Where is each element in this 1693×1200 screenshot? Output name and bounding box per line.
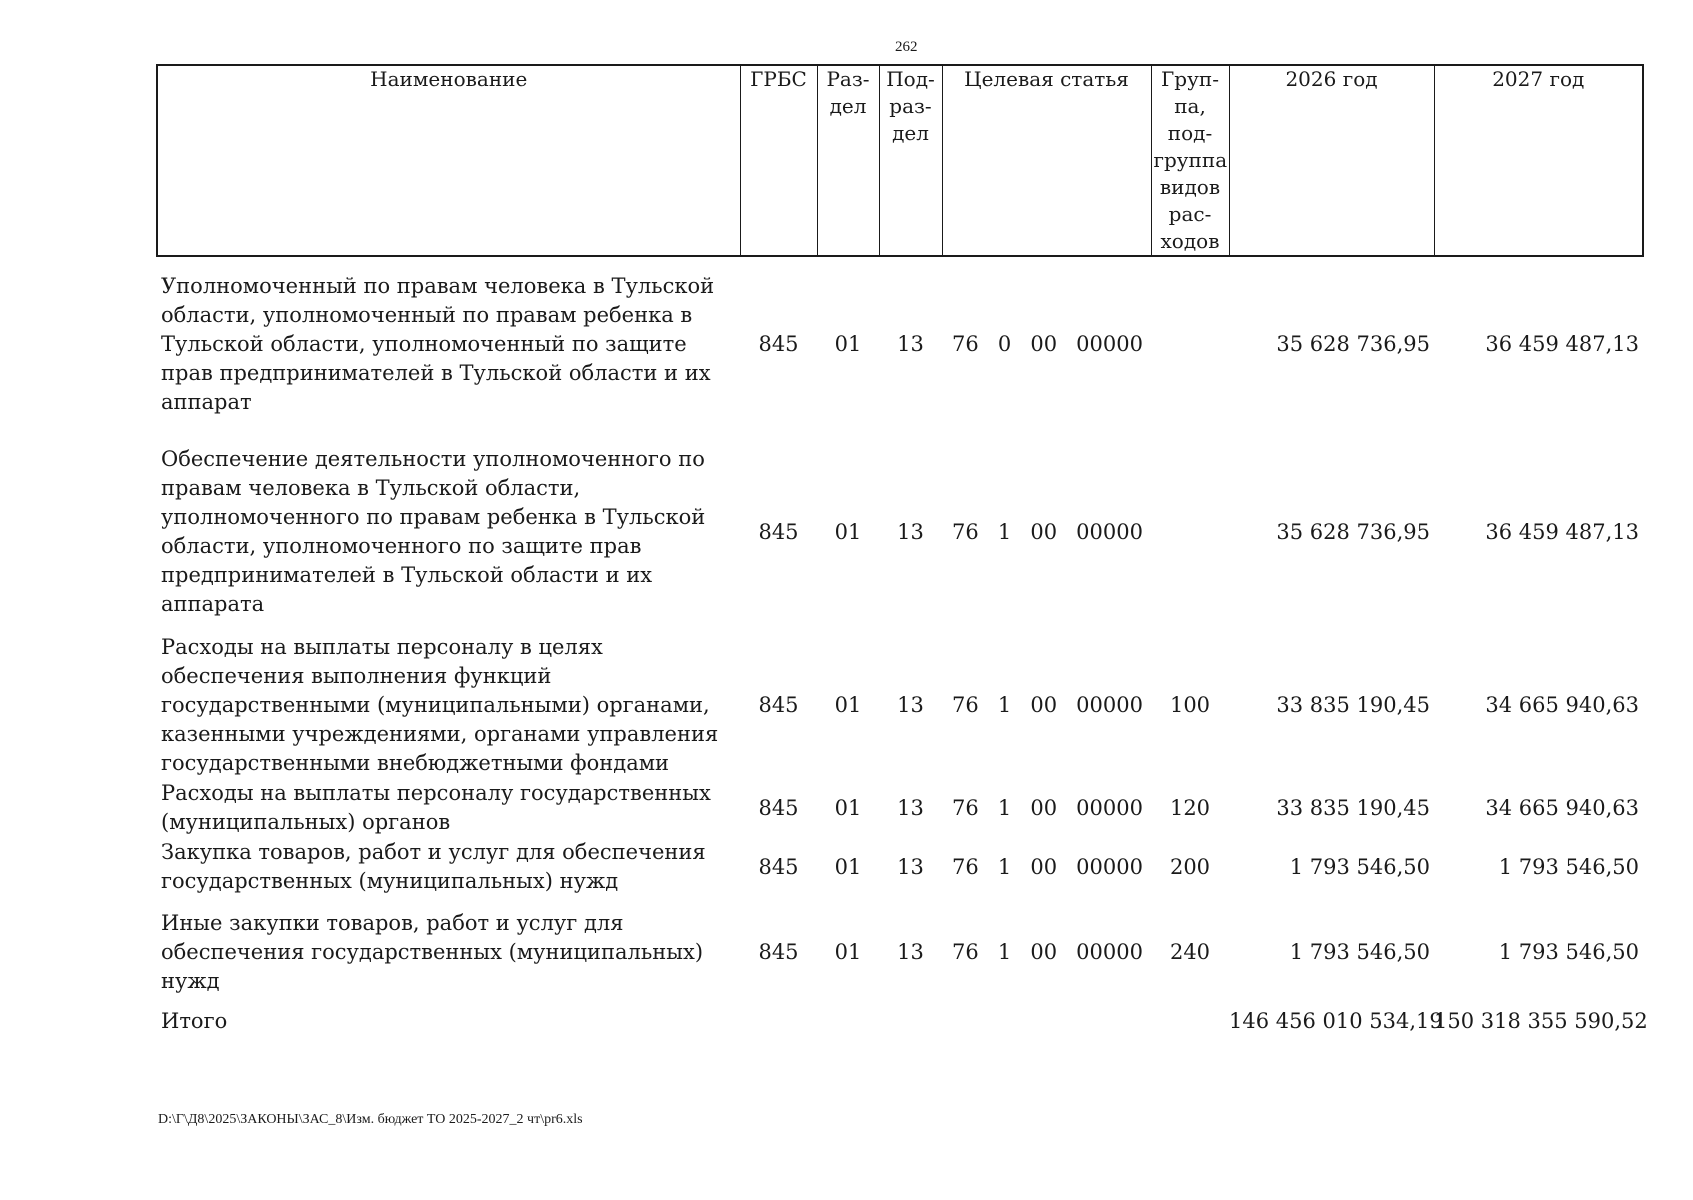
row-razdel: 01	[834, 854, 862, 879]
table-row	[157, 272, 1643, 417]
row-razdel: 01	[834, 332, 862, 356]
row-podrazdel: 13	[897, 854, 924, 879]
row-name: Уполномоченный по правам человека в Тульской области, уполномоченный по правам ребенка в Тульской области, уполномоченный по защите прав предпринимателей в Тульской области и их аппарат	[161, 274, 715, 414]
row-name: Иные закупки товаров, работ и услуг для обеспечения государственных (муниципальных) нужд	[161, 911, 704, 993]
header-grbs: ГРБС	[740, 65, 817, 256]
target-subprogram: 1	[997, 519, 1012, 544]
row-grbs: 845	[758, 854, 799, 879]
row-value-2027: 1 793 546,50	[1498, 854, 1639, 879]
row-value-2027: 36 459 487,13	[1485, 332, 1639, 356]
target-direction: 00000	[1076, 692, 1143, 717]
row-target	[942, 445, 1151, 619]
target-direction: 00000	[1076, 854, 1143, 879]
row-value-2027: 34 665 940,63	[1485, 692, 1639, 717]
row-name: Расходы на выплаты персоналу государственных (муниципальных) органов	[161, 781, 711, 834]
row-grbs: 845	[758, 940, 799, 964]
row-podrazdel: 13	[897, 332, 924, 356]
row-value-2026: 33 835 190,45	[1276, 795, 1430, 820]
row-group: 120	[1169, 795, 1211, 820]
target-program: 76	[952, 519, 979, 544]
budget-table	[156, 64, 1648, 1038]
row-name: Обеспечение деятельности уполномоченного по правам человека в Тульской области, уполномоченного по правам ребенка в Тульской области, уполномоченного по защите прав предпринимателей в Тульской области и их аппарата	[161, 447, 706, 616]
page-number: 262	[895, 39, 918, 55]
header-podrazdel	[879, 65, 942, 256]
row-target	[942, 631, 1151, 779]
row-value-2027: 36 459 487,13	[1485, 519, 1639, 544]
header-group-line: Груп-	[1161, 67, 1219, 91]
header-group-line: ходов	[1160, 229, 1220, 253]
row-value-2026: 33 835 190,45	[1276, 692, 1430, 717]
target-event: 00	[1030, 692, 1058, 717]
table-row	[157, 837, 1643, 897]
row-name: Закупка товаров, работ и услуг для обеспечения государственных (муниципальных) нужд	[161, 840, 706, 893]
target-event: 00	[1030, 854, 1058, 879]
target-program: 76	[952, 332, 979, 356]
header-group-line: группа	[1153, 148, 1228, 172]
table-row	[157, 631, 1643, 779]
header-podrazdel-line: Под-	[886, 67, 935, 91]
table-row	[157, 909, 1643, 996]
row-razdel: 01	[834, 692, 862, 717]
row-target	[942, 779, 1151, 837]
total-value-2027: 150 318 355 590,52	[1434, 1008, 1648, 1033]
row-grbs: 845	[758, 795, 799, 820]
row-value-2026: 1 793 546,50	[1289, 854, 1430, 879]
total-label: Итого	[161, 1008, 228, 1033]
row-value-2027: 34 665 940,63	[1485, 795, 1639, 820]
total-value-2026: 146 456 010 534,19	[1229, 1008, 1443, 1033]
footer-file-path: D:\Г\Д8\2025\ЗАКОНЫ\ЗАС_8\Изм. бюджет ТО 2025-2027_2 чт\pr6.xls	[158, 1112, 583, 1127]
row-razdel: 01	[834, 940, 862, 964]
header-razdel-line: дел	[829, 94, 867, 118]
header-group	[1151, 65, 1229, 256]
header-group-line: рас-	[1168, 202, 1212, 226]
target-subprogram: 1	[997, 940, 1012, 964]
target-subprogram: 1	[997, 692, 1012, 717]
target-subprogram: 1	[997, 795, 1012, 820]
header-razdel	[817, 65, 879, 256]
target-program: 76	[952, 854, 979, 879]
target-event: 00	[1030, 940, 1058, 964]
header-name: Наименование	[157, 65, 740, 256]
row-group: 200	[1169, 854, 1211, 879]
target-program: 76	[952, 795, 979, 820]
header-year-2026: 2026 год	[1229, 65, 1434, 256]
header-podrazdel-line: дел	[892, 121, 929, 145]
table-row	[157, 445, 1643, 619]
target-direction: 00000	[1076, 940, 1143, 964]
target-event: 00	[1030, 795, 1058, 820]
header-razdel-line: Раз-	[826, 67, 870, 91]
row-value-2026: 35 628 736,95	[1276, 519, 1430, 544]
row-podrazdel: 13	[897, 795, 924, 820]
row-value-2027: 1 793 546,50	[1498, 940, 1639, 964]
total-row	[157, 1004, 1643, 1038]
target-event: 00	[1030, 332, 1058, 356]
row-group	[1151, 272, 1229, 417]
row-grbs: 845	[758, 332, 799, 356]
row-podrazdel: 13	[897, 519, 924, 544]
table-row	[157, 779, 1643, 837]
target-subprogram: 1	[997, 854, 1012, 879]
row-name: Расходы на выплаты персоналу в целях обеспечения выполнения функций государственными (муниципальными) органами, казенными учреждениями, органами управления государственными внебюджетными фондами	[161, 634, 719, 775]
header-group-line: па, под-	[1167, 94, 1213, 145]
target-program: 76	[952, 692, 979, 717]
row-target	[942, 272, 1151, 417]
header-target: Целевая статья	[942, 65, 1151, 256]
row-value-2026: 1 793 546,50	[1289, 940, 1430, 964]
target-program: 76	[952, 940, 979, 964]
header-year-2027: 2027 год	[1434, 65, 1643, 256]
row-podrazdel: 13	[897, 940, 924, 964]
target-direction: 00000	[1076, 795, 1143, 820]
row-group: 240	[1169, 940, 1211, 964]
target-direction: 00000	[1076, 332, 1143, 356]
row-value-2026: 35 628 736,95	[1276, 332, 1430, 356]
row-group	[1151, 445, 1229, 619]
row-grbs: 845	[758, 692, 799, 717]
header-podrazdel-line: раз-	[889, 94, 932, 118]
target-event: 00	[1030, 519, 1058, 544]
header-group-line: видов	[1159, 175, 1221, 199]
target-direction: 00000	[1076, 519, 1143, 544]
target-subprogram: 0	[997, 332, 1012, 356]
row-razdel: 01	[834, 795, 862, 820]
row-target	[942, 909, 1151, 996]
row-grbs: 845	[758, 519, 799, 544]
row-group: 100	[1169, 692, 1211, 717]
row-podrazdel: 13	[897, 692, 924, 717]
table-body	[157, 256, 1648, 1038]
table-header	[157, 65, 1643, 256]
row-razdel: 01	[834, 519, 862, 544]
row-target	[942, 837, 1151, 897]
